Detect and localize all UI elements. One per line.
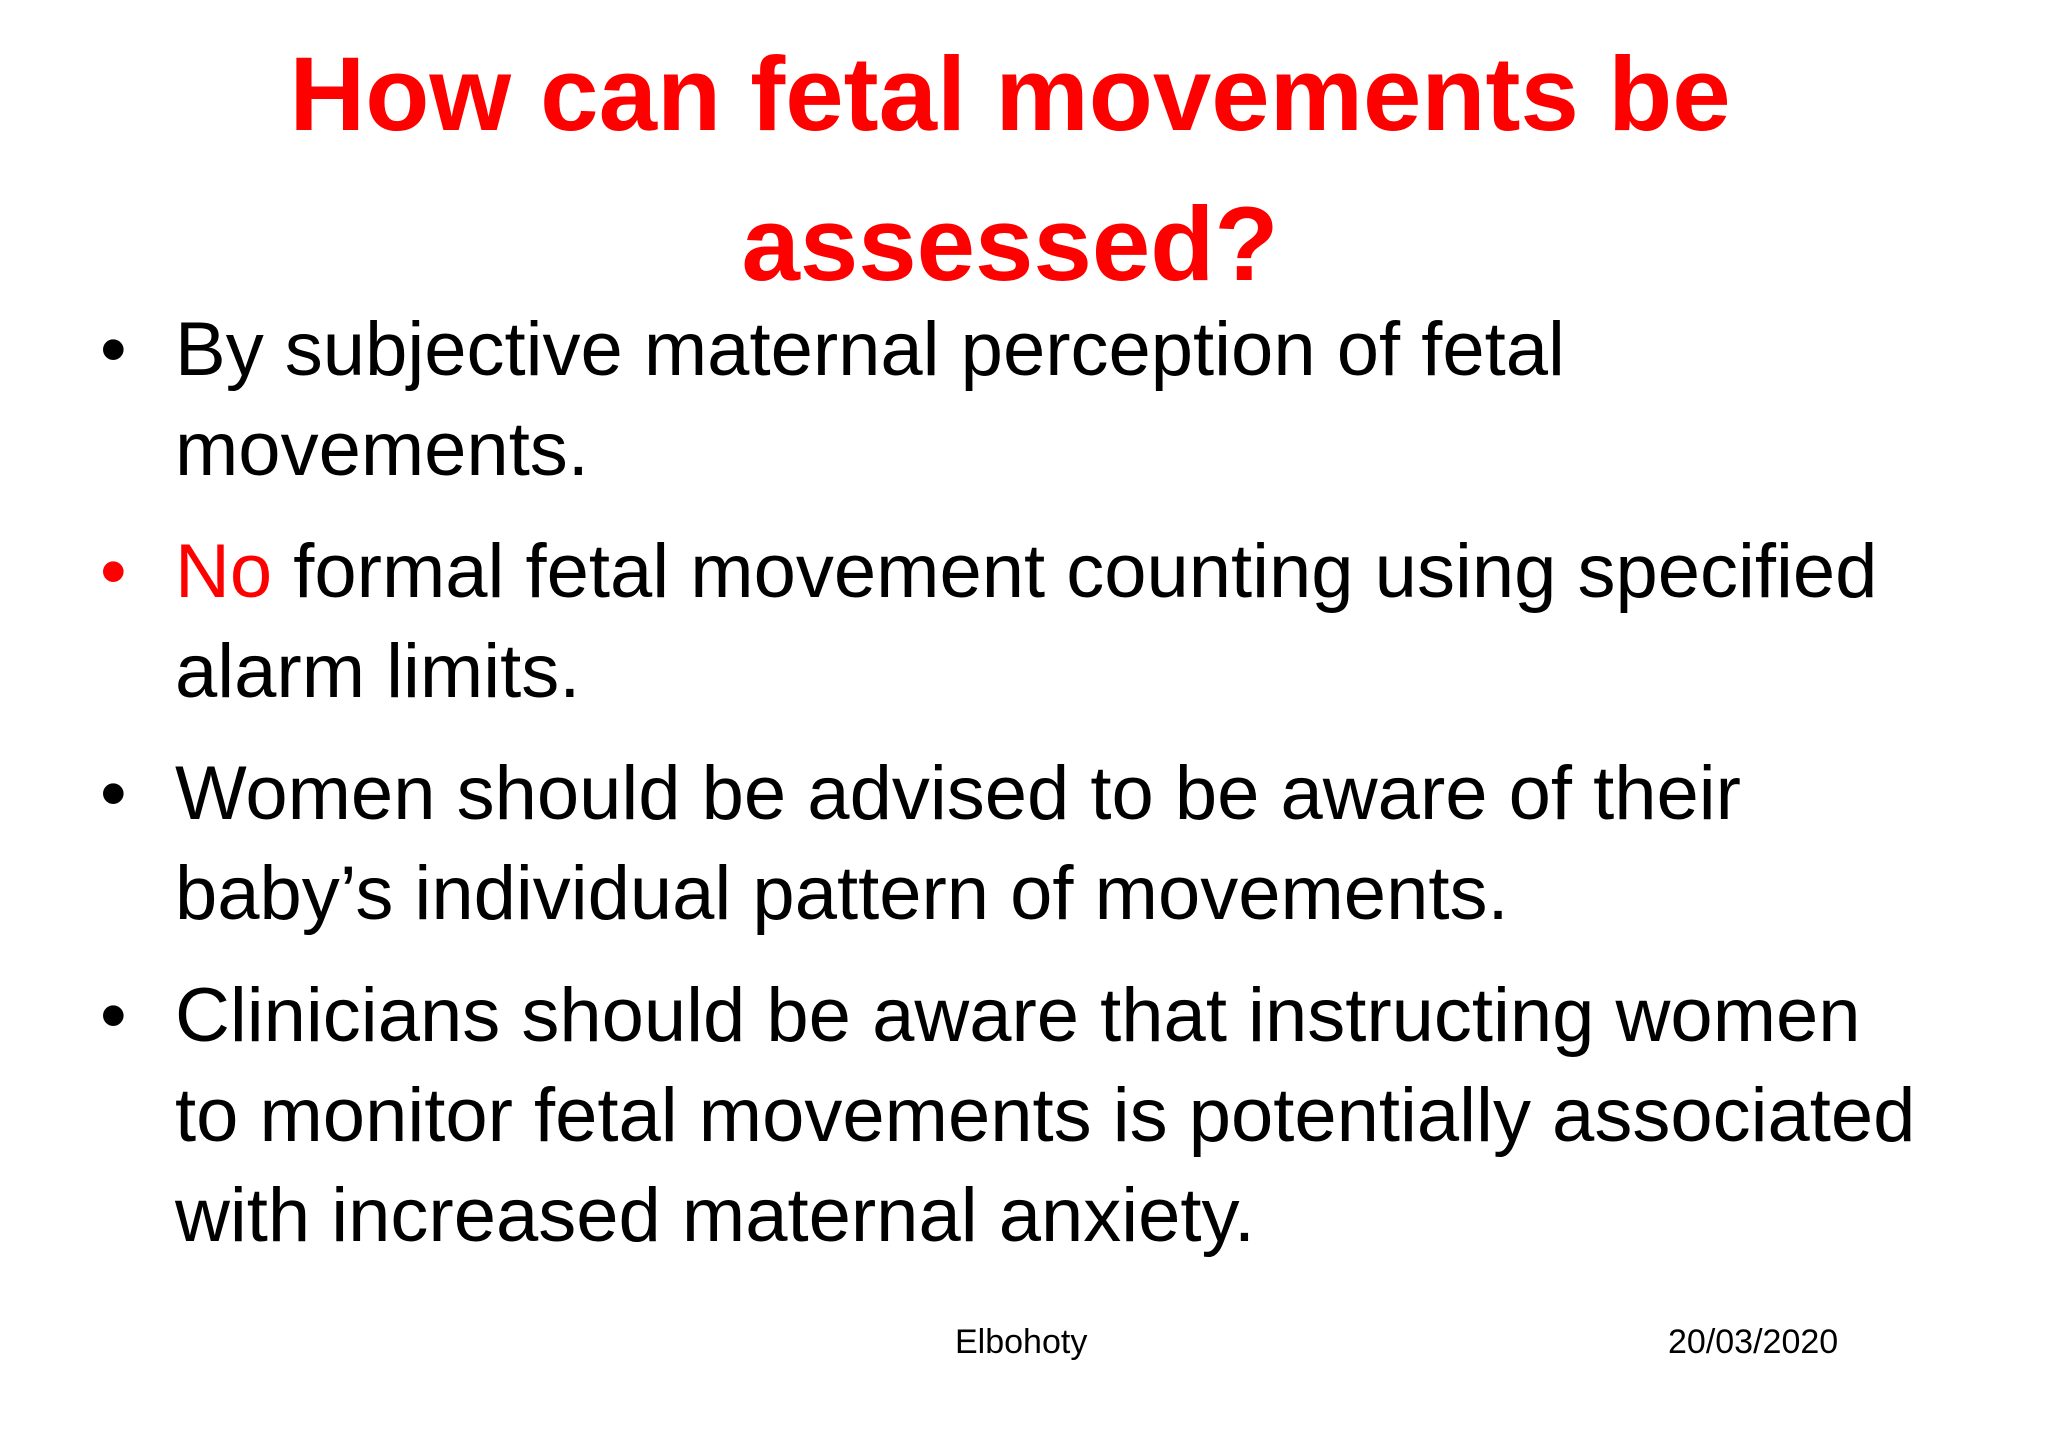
bullet-item-4 — [0, 966, 1935, 1266]
bullet-item-3 — [0, 744, 1935, 944]
bullet-text: Clinicians should be aware that instructing women to monitor fetal movements is potentially associated with increased maternal anxiety. — [175, 973, 1916, 1258]
footer-date: 20/03/2020 — [1668, 1323, 1839, 1361]
bullet-marker: • — [100, 751, 127, 836]
bullet-item-1 — [0, 300, 1935, 500]
bullet-list — [0, 300, 2048, 1288]
bullet-text: Women should be advised to be aware of their baby’s individual pattern of movements. — [175, 751, 1741, 936]
bullet-marker: • — [100, 529, 127, 614]
bullet-item-2 — [0, 522, 1935, 722]
bullet-marker: • — [100, 307, 127, 392]
slide-title: How can fetal movements be assessed? — [289, 36, 1731, 303]
bullet-highlight: No — [175, 529, 273, 614]
footer-author: Elbohoty — [955, 1323, 1088, 1361]
bullet-text: formal fetal movement counting using specified alarm limits. — [175, 529, 1878, 714]
bullet-marker: • — [100, 973, 127, 1058]
bullet-text: By subjective maternal perception of fetal movements. — [175, 307, 1565, 492]
